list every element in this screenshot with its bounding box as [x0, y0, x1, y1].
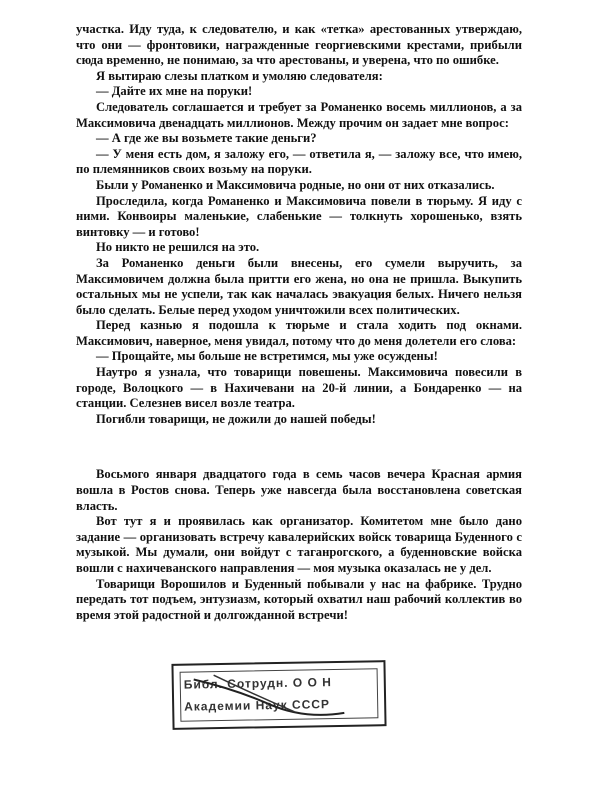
paragraph: Были у Романенко и Максимовича родные, но они от них отказались. — [96, 177, 495, 192]
paragraph: Но никто не решился на это. — [96, 240, 260, 255]
paragraph: — Прощайте, мы больше не встретимся, мы уже осуждены! — [96, 349, 438, 364]
paragraph: участка. Иду туда, к следователю, и как «тетка» арестованных утверждаю, что они — фронтовики, награжденные георгиевскими крестами, прибыли сюда временно, не понимаю, за что арестованы, и уверена, что по ошибке. — [76, 22, 522, 68]
library-stamp — [171, 660, 386, 730]
paragraph: — У меня есть дом, я заложу его, — ответила я, — заложу все, что имею, по племянников своих возьму на поруки. — [76, 146, 522, 177]
paragraph: Товарищи Ворошилов и Буденный побывали у нас на фабрике. Трудно передать тот подъем, энтузиазм, который охватил наш рабочий коллектив во время этой радостной и долгожданной встречи! — [76, 576, 522, 622]
paragraph: Наутро я узнала, что товарищи повешены. Максимовича повесили в городе, Волоцкого — в Нахичевани на 20-й линии, а Бондаренко — на станции. Селезнев висел возле театра. — [76, 365, 522, 411]
stamp-line-2: Академии Наук СССР — [184, 697, 331, 714]
paragraph: За Романенко деньги были внесены, его сумели выручить, за Максимовичем должна была притти его жена, но она не пришла. Выкупить остальных мы не успели, так как началась эвакуация белых. Ничего нельзя было сделать. Белые перед уходом уничтожили всех политических. — [76, 255, 522, 317]
paragraph: Вот тут я и проявилась как организатор. Комитетом мне было дано задание — организовать встречу кавалерийских войск товарища Буденного с музыкой. Мы думали, они войдут с таганрогского, а буденновские войска вошли с нахичеванского направления — моя музыка оказалась не у дел. — [76, 514, 522, 575]
paragraph: Перед казнью я подошла к тюрьме и стала ходить под окнами. Максимович, наверное, меня увидал, потому что до меня долетели его слова: — [76, 318, 522, 348]
paragraph: Я вытираю слезы платком и умоляю следователя: — [96, 68, 383, 83]
paragraph: Следователь соглашается и требует за Романенко восемь миллионов, а за Максимовича двенадцать миллионов. Между прочим он задает мне вопрос: — [76, 99, 522, 130]
body-text — [76, 22, 522, 623]
stamp-line-1: Библ. Сотрудн. О О Н — [183, 675, 332, 692]
paragraph: — Дайте их мне на поруки! — [96, 84, 253, 99]
stamp-scribble-icon — [173, 662, 384, 728]
paragraph: Восьмого января двадцатого года в семь часов вечера Красная армия вошла в Ростов снова. Теперь уже навсегда была восстановлена советская власть. — [76, 467, 522, 513]
paragraph: Проследила, когда Романенко и Максимовича повели в тюрьму. Я иду с ними. Конвоиры маленькие, слабенькие — толкнуть хорошенько, взять винтовку — и готово! — [76, 193, 522, 239]
section-gap — [76, 427, 522, 467]
paragraph: Погибли товарищи, не дожили до нашей победы! — [96, 411, 376, 426]
paragraph: — А где же вы возьмете такие деньги? — [96, 131, 317, 146]
